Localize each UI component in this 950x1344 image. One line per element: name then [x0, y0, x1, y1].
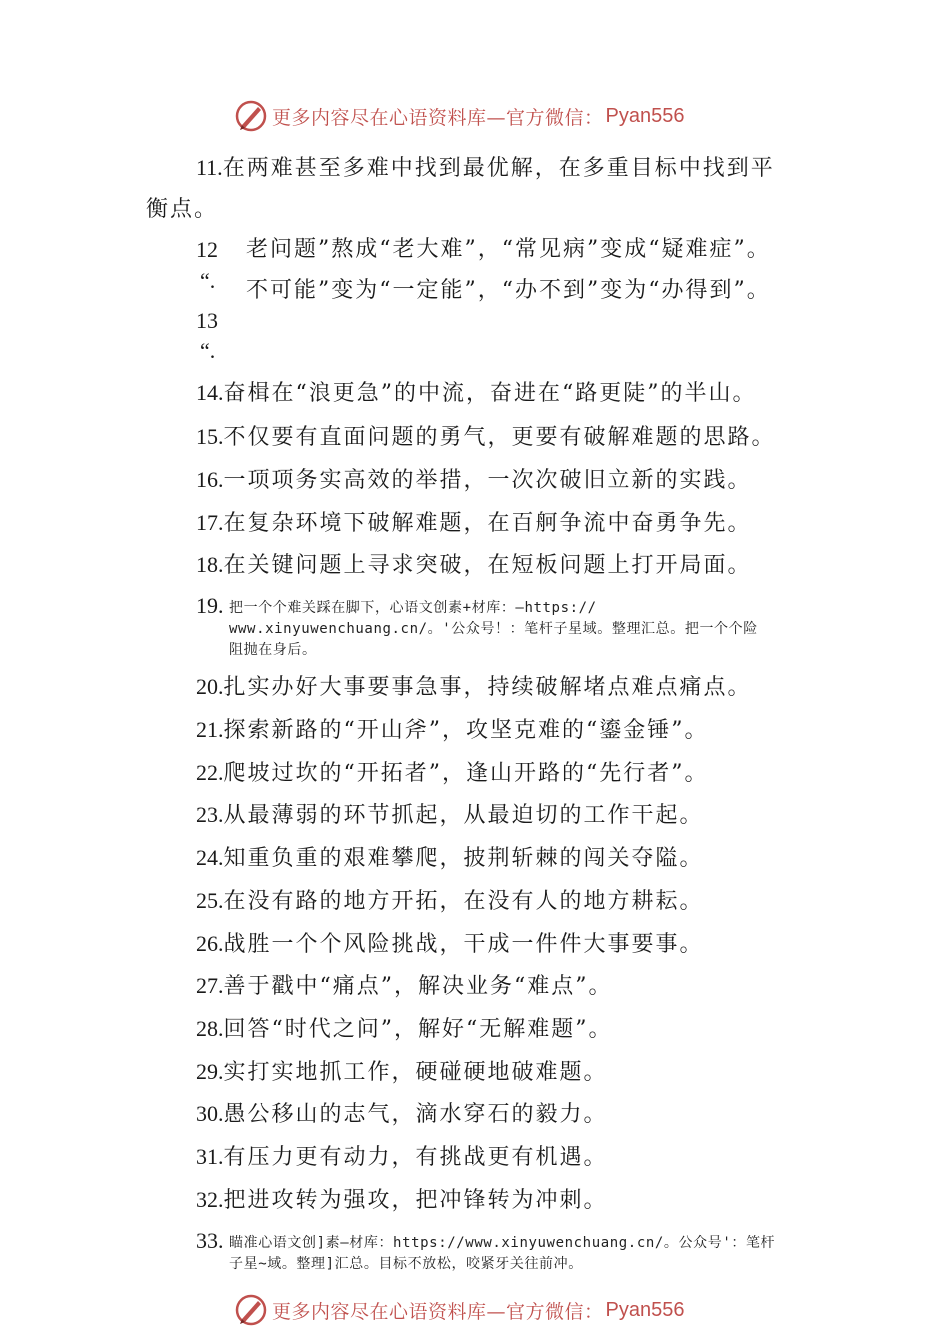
- list-item-32: [196, 1187, 608, 1214]
- list-item-19-line1: 把一个个难关踩在脚下，心语文创素+材库：—https://: [229, 600, 597, 616]
- list-item-27: [196, 973, 613, 1000]
- item-number: 30.: [196, 1101, 224, 1126]
- item-text: 实打实地抓工作，硬碰硬地破难题。: [223, 1060, 608, 1085]
- item-text: 爬坡过坎的“开拓者”，逢山开路的“先行者”。: [223, 761, 709, 786]
- item-number: 25.: [196, 888, 224, 913]
- list-item-17: [196, 510, 752, 537]
- list-item-14: [196, 380, 757, 407]
- list-item-19-line2: www.xinyuwenchuang.cn/。'公众号！：笔杆子星域。整理汇总。把一个个险: [229, 621, 758, 637]
- pen-logo-icon: [234, 1293, 268, 1327]
- item-text: 知重负重的艰难攀爬，披荆斩棘的闯关夺隘。: [223, 846, 704, 871]
- list-item-21: [196, 717, 709, 744]
- pen-logo-icon: [234, 99, 268, 133]
- item-text: 把进攻转为强攻，把冲锋转为冲刺。: [223, 1188, 608, 1213]
- item-number-19: 19.: [196, 593, 224, 618]
- item-number: 32.: [196, 1187, 224, 1212]
- item-number-13: 13: [196, 308, 218, 333]
- item-text: 愚公移山的志气，滴水穿石的毅力。: [223, 1102, 608, 1127]
- item-number: 18.: [196, 552, 224, 577]
- header-banner: [234, 96, 684, 136]
- item-text: 奋楫在“浪更急”的中流，奋进在“路更陡”的半山。: [223, 381, 757, 406]
- item-text: 老问题”熬成“老大难”，“常见病”变成“疑难症”。: [246, 237, 771, 262]
- banner-text: 更多内容尽在心语资料库—官方微信：: [272, 106, 604, 129]
- item-number: 26.: [196, 931, 224, 956]
- item-text: 扎实办好大事要事急事，持续破解堵点难点痛点。: [223, 675, 752, 700]
- list-item-18: [196, 552, 752, 579]
- list-item-19-line3: 阻抛在身后。: [229, 642, 317, 658]
- footer-banner: [234, 1290, 684, 1330]
- banner-wechat-id: Pyan556: [605, 104, 685, 127]
- item-text: 回答“时代之问”，解好“无解难题”。: [223, 1017, 613, 1042]
- item-number: 24.: [196, 845, 224, 870]
- item-number: 22.: [196, 760, 224, 785]
- quote-mark-13: “.: [200, 338, 216, 363]
- list-item-23: [196, 802, 704, 829]
- list-item-25: [196, 888, 704, 915]
- list-item-30: [196, 1101, 608, 1128]
- item-number: 29.: [196, 1059, 224, 1084]
- list-item-22: [196, 760, 709, 787]
- item-text: 在没有路的地方开拓，在没有人的地方耕耘。: [223, 889, 704, 914]
- item-text: 探索新路的“开山斧”，攻坚克难的“鎏金锤”。: [223, 718, 709, 743]
- item-number: 11.: [196, 155, 223, 180]
- item-number: 21.: [196, 717, 224, 742]
- list-item-28: [196, 1016, 613, 1043]
- list-item-12: [246, 237, 771, 263]
- item-text: 在复杂环境下破解难题，在百舸争流中奋勇争先。: [223, 511, 752, 536]
- item-text: 不可能”变为“一定能”，“办不到”变为“办得到”。: [246, 278, 771, 303]
- item-number: 14.: [196, 380, 224, 405]
- list-item-29: [196, 1059, 608, 1086]
- list-item-11-cont: [146, 197, 218, 223]
- item-number: 20.: [196, 674, 224, 699]
- item-number-33: 33.: [196, 1228, 224, 1253]
- list-item-11: [196, 155, 775, 182]
- item-number-12: 12: [196, 237, 218, 262]
- list-item-24: [196, 845, 704, 872]
- item-number: 31.: [196, 1144, 224, 1169]
- item-text: 衡点。: [146, 197, 219, 222]
- list-item-31: [196, 1144, 608, 1171]
- item-number: 27.: [196, 973, 224, 998]
- list-item-33-line2: 子星~域。整理]汇总。目标不放松，咬紧牙关往前冲。: [229, 1256, 583, 1272]
- banner-text: 更多内容尽在心语资料库—官方微信：: [272, 1300, 604, 1323]
- list-item-20: [196, 674, 752, 701]
- item-text: 有压力更有动力，有挑战更有机遇。: [223, 1145, 608, 1170]
- item-number: 16.: [196, 467, 224, 492]
- item-text: 善于戳中“痛点”，解决业务“难点”。: [223, 974, 613, 999]
- list-item-26: [196, 931, 704, 958]
- item-number: 28.: [196, 1016, 224, 1041]
- banner-wechat-id: Pyan556: [605, 1298, 685, 1321]
- list-item-33-line1: 瞄准心语文创]素—材库：https://www.xinyuwenchuang.cn/。公众号'：笔杆: [229, 1235, 776, 1251]
- item-text: 一项项务实高效的举措，一次次破旧立新的实践。: [223, 468, 752, 493]
- item-number: 23.: [196, 802, 224, 827]
- item-text: 在两难甚至多难中找到最优解，在多重目标中找到平: [222, 156, 775, 181]
- list-item-13: [246, 278, 771, 304]
- item-number: 17.: [196, 510, 224, 535]
- item-text: 在关键问题上寻求突破，在短板问题上打开局面。: [223, 553, 752, 578]
- item-text: 战胜一个个风险挑战，干成一件件大事要事。: [223, 932, 704, 957]
- item-text: 从最薄弱的环节抓起，从最迫切的工作干起。: [223, 803, 704, 828]
- item-text: 不仅要有直面问题的勇气，更要有破解难题的思路。: [223, 425, 776, 450]
- quote-mark-12: “.: [200, 268, 216, 293]
- list-item-15: [196, 424, 776, 451]
- item-number: 15.: [196, 424, 224, 449]
- list-item-16: [196, 467, 752, 494]
